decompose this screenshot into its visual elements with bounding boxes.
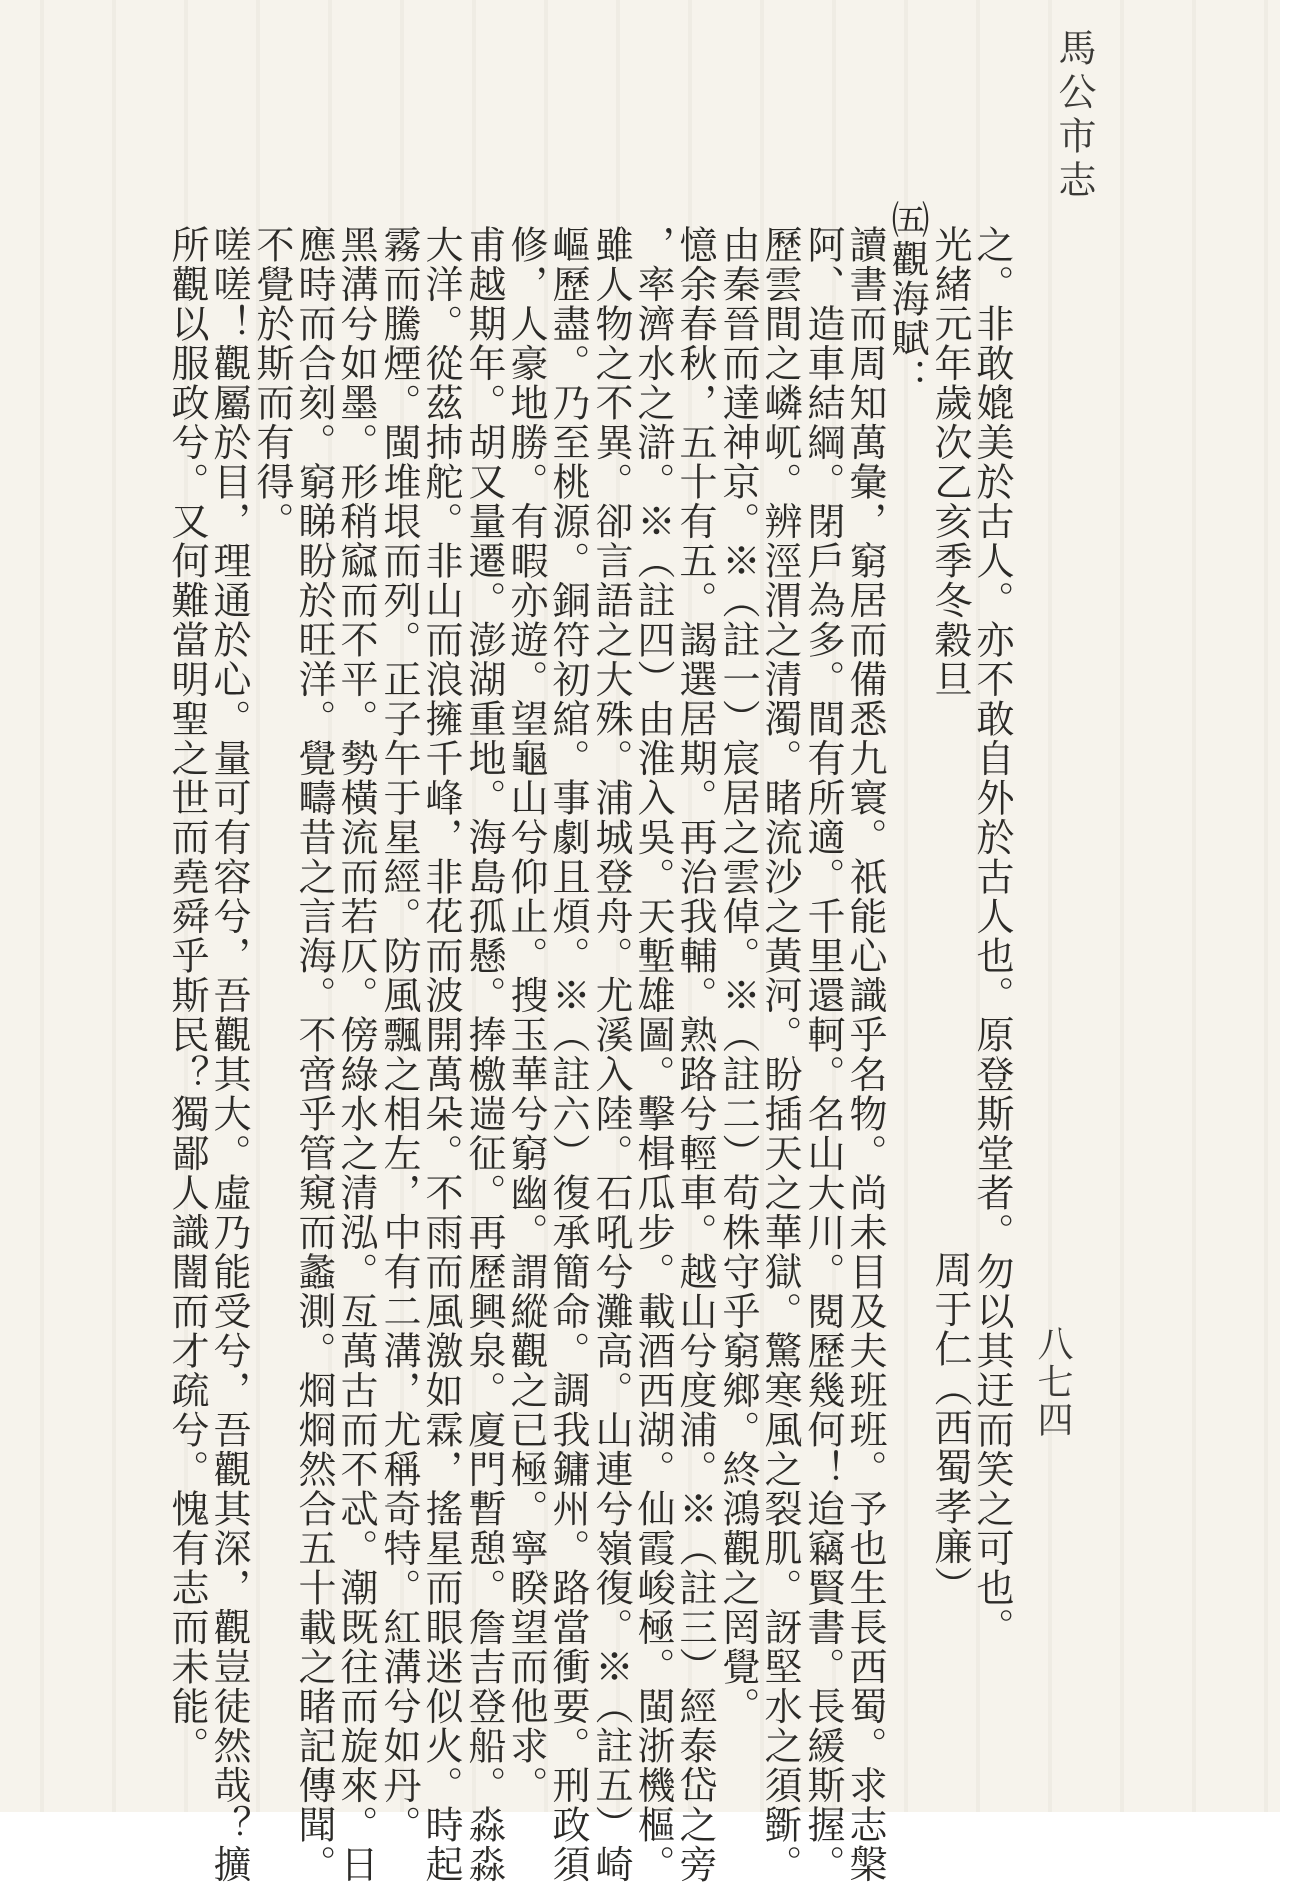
text-column-17: 不覺於斯而有得。 (250, 225, 294, 541)
text-column-10: 嶇歷盡。乃至桃源。銅符初綰。事劇且煩。※（註六）復承簡命。調我鏞州。路當衝要。刑政須 (546, 225, 590, 1884)
text-column-19: 所觀以服政兮。又何難當明聖之世而堯舜乎斯民？獨鄙人識闇而才疏兮。愧有志而未能。 (165, 225, 209, 1766)
text-column-11: 修，人豪地勝。有暇亦遊。望龜山兮仰止。搜玉華兮窮幽。謂縱觀之已極。寧睽望而他求。 (504, 225, 548, 1805)
text-column-5: 歷雲間之嶙屼。辨涇渭之清濁。睹流沙之黃河。盼插天之華獄。驚寒風之裂肌。訝堅水之須斵。 (758, 225, 802, 1884)
text-column-18: 嗟嗟！觀屬於目，理通於心。量可有容兮，吾觀其大。虛乃能受兮，吾觀其深，觀豈徒然哉？擴 (207, 225, 251, 1884)
author-line: 周于仁（西蜀孝廉） (928, 1250, 972, 1606)
text-column-3: 讀書而周知萬彙，窮居而備悉九寰。祇能心識乎名物。尚未目及夫班班。予也生長西蜀。求志槃 (843, 225, 887, 1884)
text-column-16: 應時而合刻。窮睇盼於旺洋。覺疇昔之言海。不啻乎管窺而蠡測。烱烱然合五十載之睹記傳聞。 (292, 225, 336, 1884)
section-heading: ㈤觀海賦： (885, 200, 929, 398)
text-column-2: 光緒元年歲次乙亥季冬穀旦 (928, 225, 972, 699)
text-column-1: 之。非敢媲美於古人。亦不敢自外於古人也。原登斯堂者。勿以其迂而笑之可也。 (970, 225, 1014, 1647)
text-column-14: 霧而騰煙。閩堆垠而列。正子午于星經。防風飄之相左，中有二溝，尤稱奇特。紅溝兮如丹。 (377, 225, 421, 1845)
text-column-13: 大洋。從茲㧊舵。非山而浪擁千峰，非花而波開萬朵。不雨而風激如霖，搖星而眼迷似火。時起 (419, 225, 463, 1884)
text-column-7: 憶余春秋，五十有五。謁選居期。再治我輔。熟路兮輕車。越山兮度浦。※（註三）經泰岱之旁 (673, 225, 717, 1884)
text-column-8: ，率濟水之滸。※（註四）由淮入吳。天塹雄圖。擊楫瓜步。載酒西湖。仙霞峻極。閩浙機樞。 (631, 225, 675, 1884)
text-column-4: 阿、造車結綱。閉戶為多。間有所適。千里還軻。名山大川。閱歷幾何！迨竊賢書。長緩斯握。 (801, 225, 845, 1884)
text-column-6: 由秦晉而達神京。※（註一）宸居之雲倬。※（註二）苟株守乎窮鄉。終鴻觀之罔覺。 (716, 225, 760, 1726)
page-number: 八七四 (1032, 1325, 1073, 1439)
book-title: 馬公市志 (1052, 28, 1096, 204)
text-column-9: 雖人物之不異。卻言語之大殊。浦城登舟。尤溪入陸。石吼兮灘高。山連兮嶺復。※（註五）崎 (589, 225, 633, 1884)
text-column-12: 甫越期年。胡又量遷。澎湖重地。海島孤懸。捧檄遄征。再歷興泉。廈門暫憩。詹吉登船。淼淼 (462, 225, 506, 1884)
text-column-15: 黑溝兮如墨。形稍窳而不平。勢橫流而若仄。傍綠水之清泓。亙萬古而不忒。潮既往而旋來。日 (334, 225, 378, 1884)
